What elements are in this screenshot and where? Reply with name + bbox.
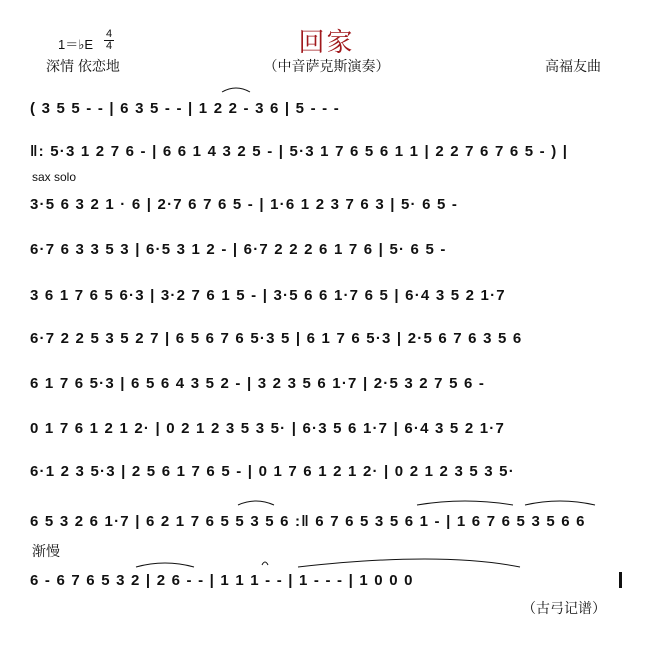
key-signature: 1＝♭E bbox=[58, 37, 94, 52]
slur bbox=[222, 88, 250, 92]
tie bbox=[525, 501, 595, 505]
long-tie bbox=[298, 559, 520, 567]
score-line-10: 6 5 3 2 6 1·7 | 6 2 1 7 6 5 5 3 5 6 :‖ 6 7 6 5 3 5 6 1 - | 1 6 7 6 5 3 5 6 6 bbox=[30, 513, 586, 530]
final-barline bbox=[619, 572, 622, 588]
transcriber-credit: （古弓记谱） bbox=[522, 600, 606, 616]
song-title: 回家 bbox=[298, 27, 355, 57]
score-line-5: 3 6 1 7 6 5 6·3 | 3·2 7 6 1 5 - | 3·5 6 6 1·7 6 5 | 6·4 3 5 2 1·7 bbox=[30, 287, 506, 304]
mood-marking: 深情 依恋地 bbox=[46, 58, 120, 74]
score-line-7: 6 1 7 6 5·3 | 6 5 6 4 3 5 2 - | 3 2 3 5 6 1·7 | 2·5 3 2 7 5 6 - bbox=[30, 375, 486, 392]
time-signature-bottom: 4 bbox=[105, 40, 113, 52]
score-line-6: 6·7 2 2 5 3 5 2 7 | 6 5 6 7 6 5·3 5 | 6 1 7 6 5·3 | 2·5 6 7 6 3 5 6 bbox=[30, 330, 523, 347]
score-line-1: ( 3 5 5 - - | 6 3 5 - - | 1 2 2 - 3 6 | 5 - - - bbox=[30, 100, 340, 117]
slur bbox=[238, 501, 274, 505]
ritardando-label: 渐慢 bbox=[32, 543, 60, 559]
composer: 高福友曲 bbox=[545, 58, 601, 74]
score-line-9: 6·1 2 3 5·3 | 2 5 6 1 7 6 5 - | 0 1 7 6 1 2 1 2· | 0 2 1 2 3 5 3 5· bbox=[30, 463, 515, 480]
tie bbox=[136, 563, 194, 567]
performance-subtitle: （中音萨克斯演奏） bbox=[263, 58, 390, 74]
score-line-4: 6·7 6 3 3 5 3 | 6·5 3 1 2 - | 6·7 2 2 2 6 1 7 6 | 5· 6 5 - bbox=[30, 241, 447, 258]
score-line-2: ‖: 5·3 1 2 7 6 - | 6 6 1 4 3 2 5 - | 5·3 1 7 6 5 6 1 1 | 2 2 7 6 7 6 5 - ) | bbox=[30, 143, 569, 160]
time-signature-top: 4 bbox=[105, 28, 113, 40]
score-line-8: 0 1 7 6 1 2 1 2· | 0 2 1 2 3 5 3 5· | 6·3 5 6 1·7 | 6·4 3 5 2 1·7 bbox=[30, 420, 506, 437]
score-line-3: 3·5 6 3 2 1 · 6 | 2·7 6 7 6 5 - | 1·6 1 2 3 7 6 3 | 5· 6 5 - bbox=[30, 196, 459, 213]
score-line-11: 6 - 6 7 6 5 3 2 | 2 6 - - | 1 1 1 - - | 1 - - - | 1 0 0 0 bbox=[30, 572, 414, 589]
fermata bbox=[262, 562, 268, 565]
sax-solo-label: sax solo bbox=[32, 170, 77, 184]
tie bbox=[417, 501, 513, 505]
